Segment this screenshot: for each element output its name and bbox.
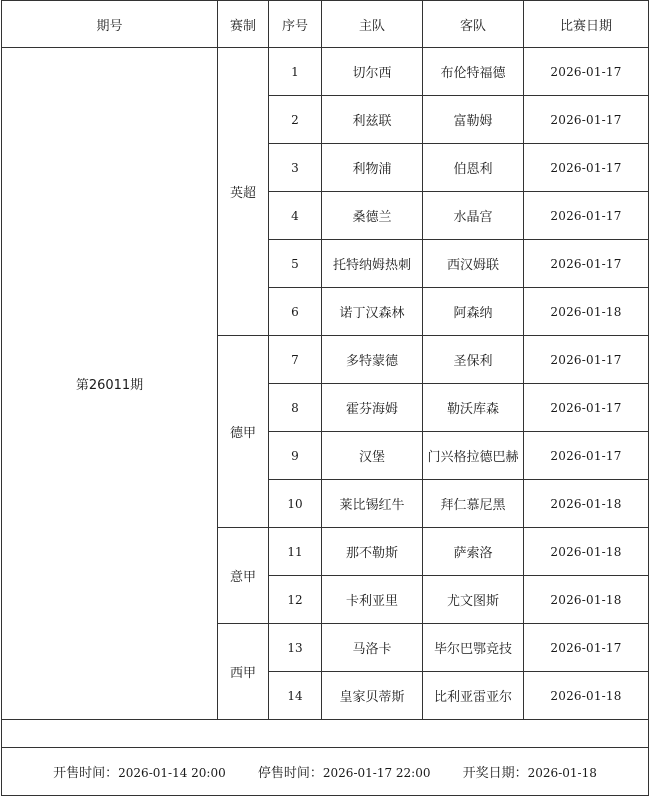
footer-row: [2, 748, 649, 796]
match-seq: 9: [269, 432, 322, 480]
sale-end-value: 2026-01-17 22:00: [322, 766, 431, 780]
match-row: [2, 48, 649, 96]
header-away-team: 客队: [423, 1, 524, 48]
match-seq: 8: [269, 384, 322, 432]
footer-cell: [2, 748, 649, 796]
header-home-team: 主队: [322, 1, 423, 48]
match-seq: 1: [269, 48, 322, 96]
sale-end-label: 停售时间：: [257, 766, 323, 781]
home-team: 利兹联: [322, 96, 423, 144]
home-team: 多特蒙德: [322, 336, 423, 384]
away-team: 拜仁慕尼黑: [423, 480, 524, 528]
home-team: 那不勒斯: [322, 528, 423, 576]
sale-start: [53, 762, 226, 781]
match-date: 2026-01-17: [524, 384, 649, 432]
home-team: 托特纳姆热刺: [322, 240, 423, 288]
match-seq: 7: [269, 336, 322, 384]
away-team: 伯恩利: [423, 144, 524, 192]
home-team: 汉堡: [322, 432, 423, 480]
home-team: 桑德兰: [322, 192, 423, 240]
sale-start-value: 2026-01-14 20:00: [118, 766, 226, 780]
away-team: 富勒姆: [423, 96, 524, 144]
away-team: 勒沃库森: [423, 384, 524, 432]
header-seq: 序号: [269, 1, 322, 48]
header-league: 赛制: [218, 1, 269, 48]
match-date: 2026-01-18: [524, 672, 649, 720]
draw-date-value: 2026-01-18: [527, 766, 597, 780]
match-schedule-table: [1, 0, 649, 796]
away-team: 阿森纳: [423, 288, 524, 336]
away-team: 布伦特福德: [423, 48, 524, 96]
home-team: 马洛卡: [322, 624, 423, 672]
blank-row: [2, 720, 649, 748]
match-seq: 10: [269, 480, 322, 528]
match-date: 2026-01-17: [524, 192, 649, 240]
header-row: [2, 1, 649, 48]
match-date: 2026-01-17: [524, 240, 649, 288]
draw-date-label: 开奖日期：: [462, 766, 528, 781]
draw-date: [463, 762, 597, 781]
league-name: 意甲: [218, 528, 269, 624]
league-name: 西甲: [218, 624, 269, 720]
match-date: 2026-01-17: [524, 96, 649, 144]
away-team: 圣保利: [423, 336, 524, 384]
match-seq: 14: [269, 672, 322, 720]
match-date: 2026-01-18: [524, 576, 649, 624]
match-date: 2026-01-17: [524, 144, 649, 192]
match-seq: 12: [269, 576, 322, 624]
home-team: 切尔西: [322, 48, 423, 96]
away-team: 水晶宫: [423, 192, 524, 240]
home-team: 卡利亚里: [322, 576, 423, 624]
match-seq: 5: [269, 240, 322, 288]
sale-end: [258, 762, 431, 781]
home-team: 诺丁汉森林: [322, 288, 423, 336]
home-team: 莱比锡红牛: [322, 480, 423, 528]
away-team: 毕尔巴鄂竞技: [423, 624, 524, 672]
match-seq: 6: [269, 288, 322, 336]
away-team: 门兴格拉德巴赫: [423, 432, 524, 480]
match-seq: 2: [269, 96, 322, 144]
home-team: 霍芬海姆: [322, 384, 423, 432]
home-team: 皇家贝蒂斯: [322, 672, 423, 720]
match-date: 2026-01-17: [524, 336, 649, 384]
league-name: 德甲: [218, 336, 269, 528]
league-name: 英超: [218, 48, 269, 336]
schedule-body: [2, 48, 649, 796]
sale-start-label: 开售时间：: [53, 766, 119, 781]
match-seq: 11: [269, 528, 322, 576]
home-team: 利物浦: [322, 144, 423, 192]
match-seq: 13: [269, 624, 322, 672]
blank-cell: [2, 720, 649, 748]
period-value: 第26011期: [2, 48, 218, 720]
match-date: 2026-01-17: [524, 48, 649, 96]
match-date: 2026-01-18: [524, 528, 649, 576]
match-date: 2026-01-18: [524, 480, 649, 528]
match-seq: 4: [269, 192, 322, 240]
match-date: 2026-01-17: [524, 432, 649, 480]
match-date: 2026-01-17: [524, 624, 649, 672]
header-match-date: 比赛日期: [524, 1, 649, 48]
away-team: 比利亚雷亚尔: [423, 672, 524, 720]
away-team: 尤文图斯: [423, 576, 524, 624]
header-period: 期号: [2, 1, 218, 48]
match-seq: 3: [269, 144, 322, 192]
away-team: 西汉姆联: [423, 240, 524, 288]
away-team: 萨索洛: [423, 528, 524, 576]
match-date: 2026-01-18: [524, 288, 649, 336]
